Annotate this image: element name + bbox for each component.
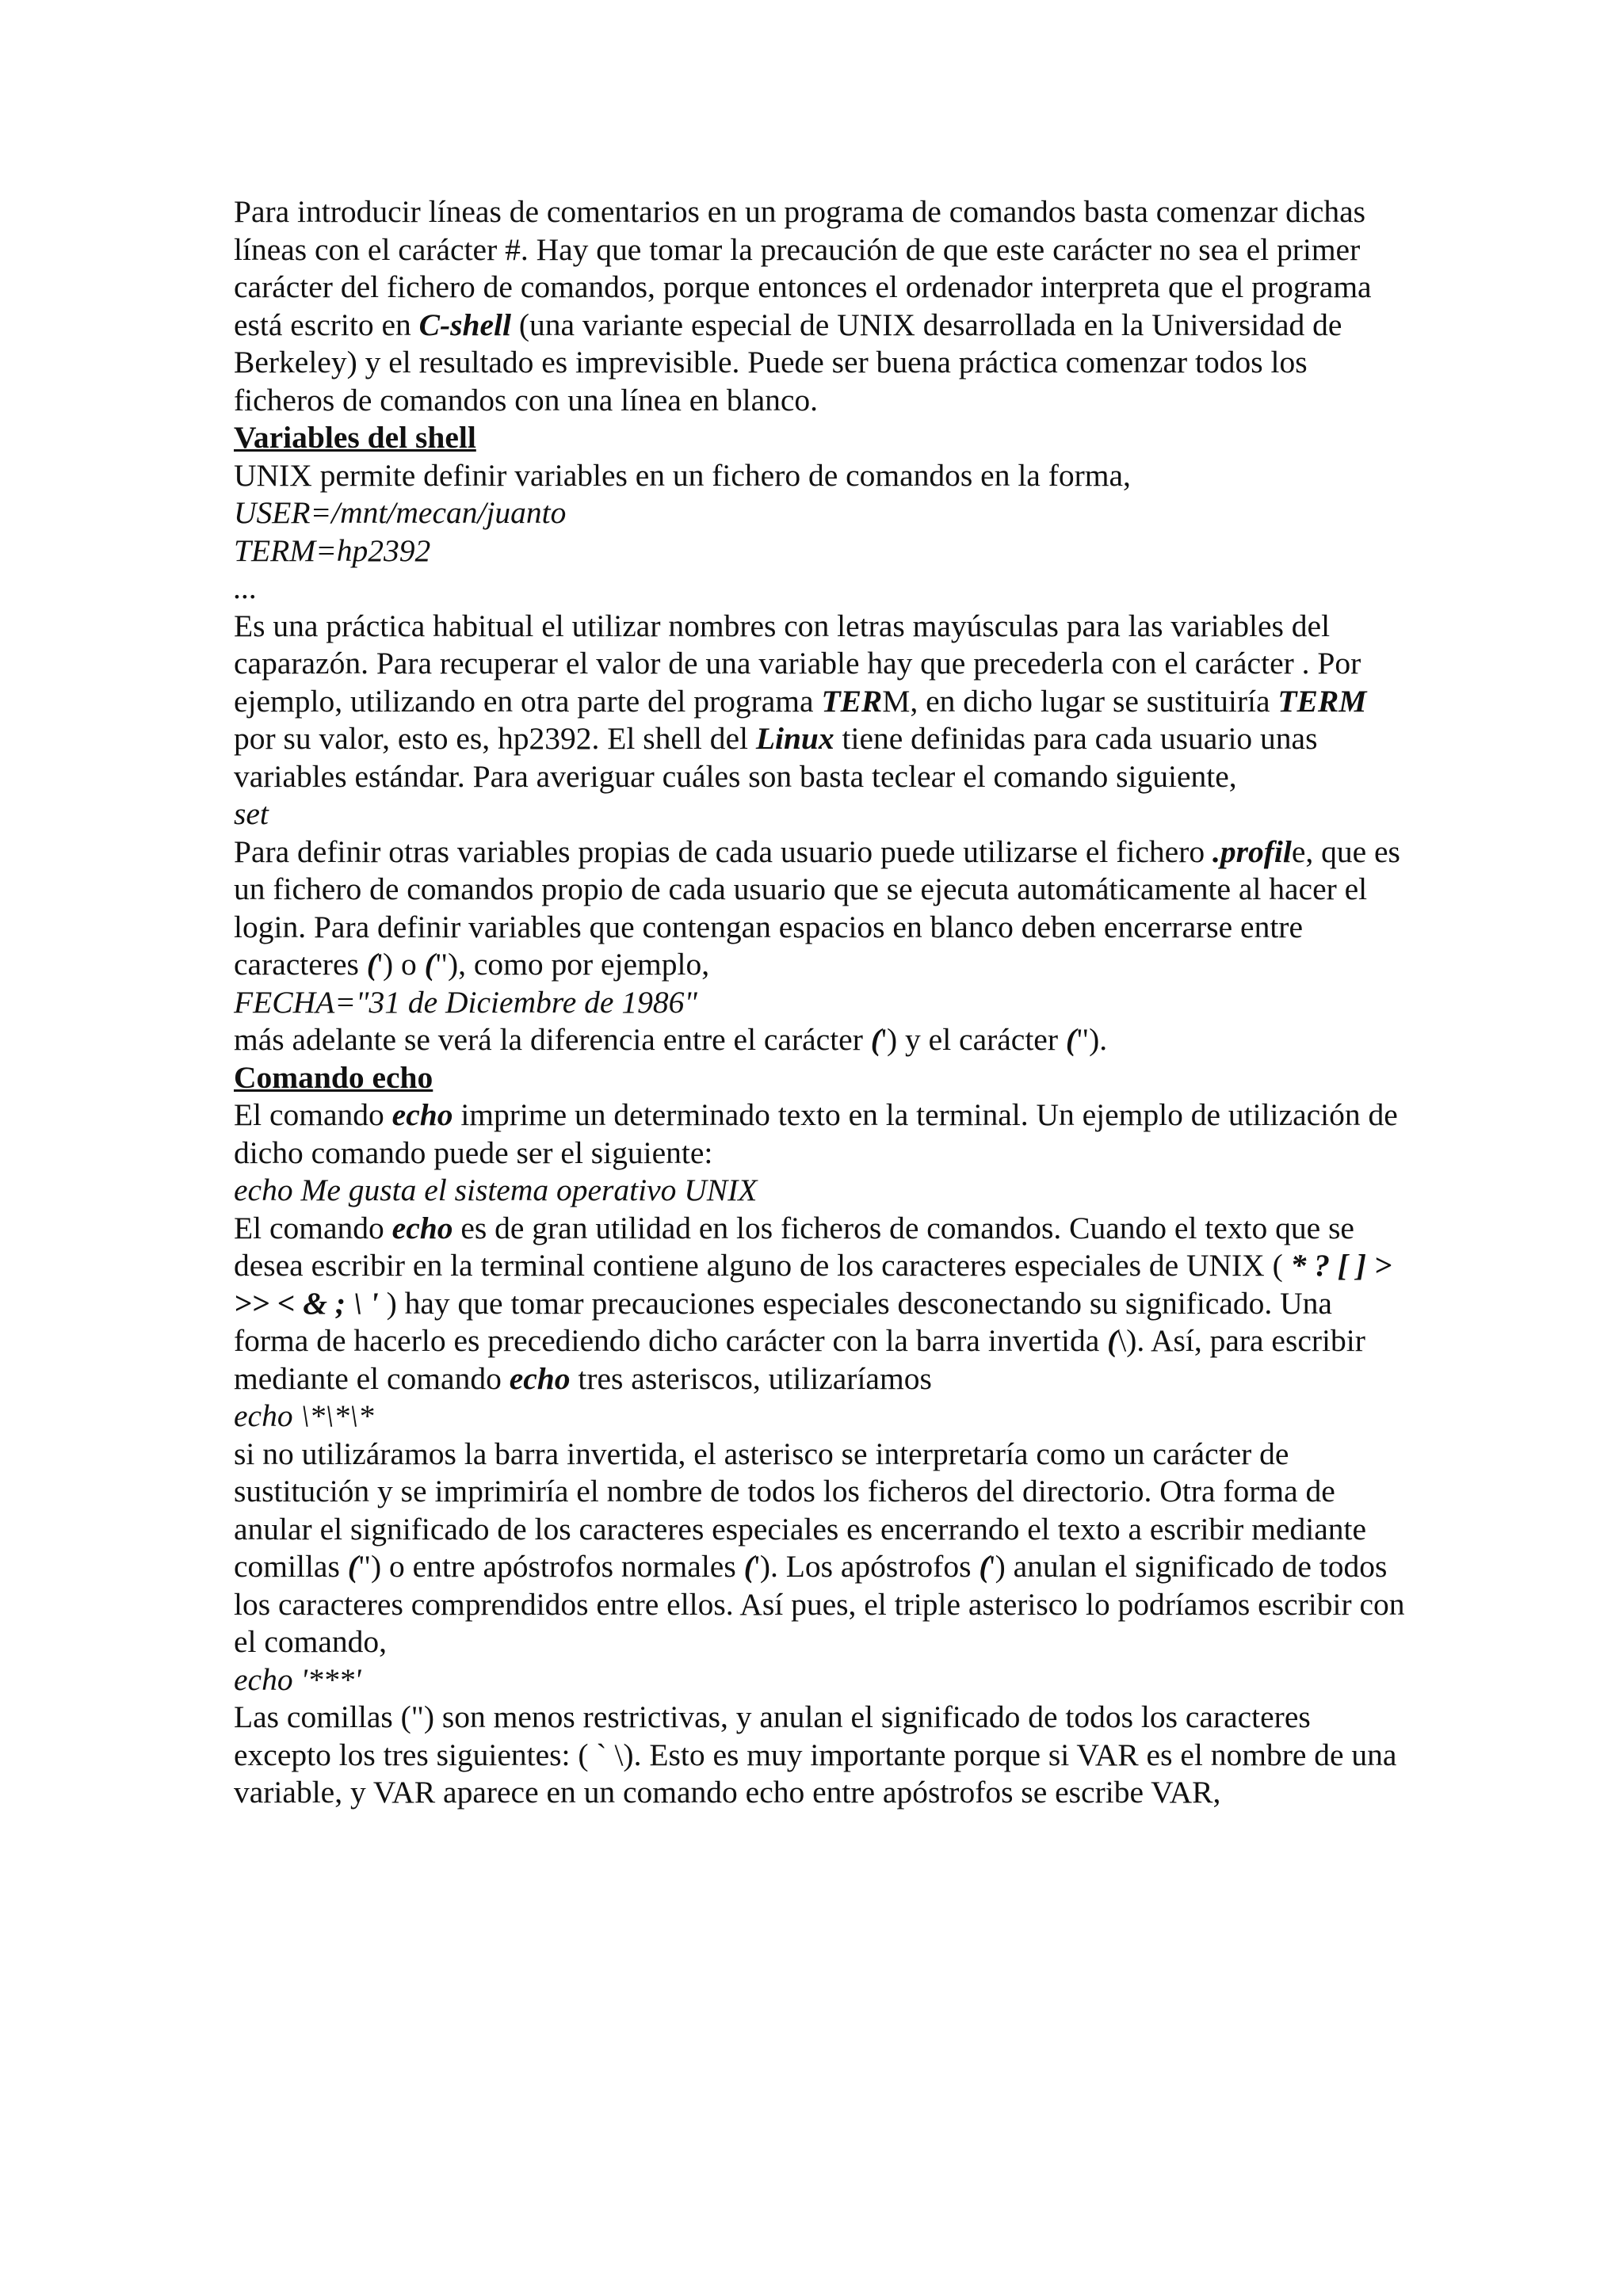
document-page — [234, 193, 1407, 1812]
paragraph — [234, 1436, 1407, 1661]
text-run: Es una práctica habitual el utilizar nombres con letras mayúsculas para las variables del caparazón. Para recuperar el valor de una variable hay que precederla con el carácter . Por ejemplo, utilizando en otra parte del programa — [234, 608, 1361, 719]
paragraph — [234, 1021, 1407, 1059]
heading-variables-del-shell: Variables del shell — [234, 420, 476, 455]
command-example: TERM=hp2392 — [234, 532, 431, 568]
emphasized-term: C-shell — [418, 307, 511, 342]
emphasized-term: .profil — [1212, 833, 1292, 869]
text-run: ') anulan el significado de todos los caracteres comprendidos entre ellos. Así pues, el triple asterisco lo podríamos escribir con el comando, — [234, 1549, 1405, 1659]
text-run: es de gran utilidad en los ficheros de comandos. Cuando el texto que se desea escribir en la terminal contiene alguno de los caracteres especiales de UNIX ( — [234, 1210, 1354, 1283]
command-example: set — [234, 796, 269, 831]
emphasized-term: ( — [366, 947, 377, 982]
text-run: si no utilizáramos la barra invertida, el asterisco se interpretaría como un carácter de sustitución y se imprimiría el nombre de todos los ficheros del directorio. Otra forma de anular el significado de los caracteres especiales es encerrando el texto a escribir mediante comillas — [234, 1436, 1366, 1584]
text-run: El comando — [234, 1210, 392, 1245]
command-example: echo Me gusta el sistema operativo UNIX — [234, 1173, 758, 1207]
text-run: Para definir otras variables propias de cada usuario puede utilizarse el fichero — [234, 833, 1212, 869]
paragraph — [234, 833, 1407, 984]
text-run: UNIX permite definir variables en un fichero de comandos en la forma, — [234, 457, 1131, 493]
text-run: más adelante se verá la diferencia entre el carácter — [234, 1022, 871, 1057]
paragraph — [234, 608, 1407, 796]
text-run: por su valor, esto es, hp2392. El shell del — [234, 721, 756, 756]
text-run: imprime un determinado texto en la terminal. Un ejemplo de utilización de dicho comando puede ser el siguiente: — [234, 1097, 1398, 1170]
text-run: tiene definidas para cada usuario unas variables estándar. Para averiguar cuáles son basta teclear el comando siguiente, — [234, 721, 1318, 794]
emphasized-term: ( — [1065, 1022, 1077, 1057]
text-run: ') y el carácter — [880, 1022, 1066, 1057]
command-example: echo \*\*\* — [234, 1398, 374, 1433]
text-run: M, en dicho lugar se sustituiría — [882, 683, 1278, 719]
emphasized-term: echo — [509, 1360, 571, 1396]
emphasized-term: echo — [391, 1210, 453, 1245]
paragraph — [234, 1097, 1407, 1172]
text-run: ") o entre apóstrofos normales — [357, 1549, 744, 1584]
text-run: Las comillas (") son menos restrictivas, y anulan el significado de todos los caracteres excepto los tres siguientes: ( ` \). Esto es muy importante porque si VAR es el nombre de una variable, y VAR aparece en un comando echo entre apóstrofos se escribe VAR, — [234, 1699, 1397, 1810]
paragraph — [234, 1699, 1407, 1812]
emphasized-term: ( — [870, 1022, 881, 1057]
text-run: Para introducir líneas de comentarios en un programa de comandos basta comenzar dichas líneas con el carácter #. Hay que tomar la precaución de que este carácter no sea el primer carácter del fichero de comandos, porque entonces el ordenador interpreta que el programa está escrito en — [234, 194, 1372, 342]
emphasized-term: ( — [347, 1549, 358, 1584]
text-run: ') o — [376, 947, 425, 982]
text-run: (una variante especial de UNIX desarrollada en la Universidad de Berkeley) y el resultado es imprevisible. Puede ser buena práctica comenzar todos los ficheros de comandos con una línea en blanco. — [234, 307, 1342, 418]
emphasized-term: ( — [743, 1549, 754, 1584]
emphasized-term: ( — [424, 947, 435, 982]
paragraph — [234, 457, 1407, 495]
text-run: e, que es un fichero de comandos propio de cada usuario que se ejecuta automáticamente al hacer el login. Para definir variables que contengan espacios en blanco deben encerrarse entre caracteres — [234, 833, 1400, 982]
command-example: ... — [234, 570, 258, 605]
text-run: "). — [1076, 1022, 1108, 1057]
emphasized-term: ( — [979, 1549, 990, 1584]
paragraph — [234, 1210, 1407, 1398]
command-example: echo '***' — [234, 1661, 361, 1697]
text-run: \). Así, para escribir mediante el comando — [234, 1323, 1365, 1396]
text-run: tres asteriscos, utilizaríamos — [570, 1360, 932, 1396]
command-example: USER=/mnt/mecan/juanto — [234, 495, 567, 530]
command-example: FECHA="31 de Diciembre de 1986" — [234, 984, 697, 1020]
text-run: El comando — [234, 1097, 392, 1132]
heading-comando-echo: Comando echo — [234, 1059, 433, 1095]
emphasized-term: echo — [391, 1097, 453, 1132]
emphasized-term: Linux — [755, 721, 834, 756]
emphasized-term: TER — [821, 683, 883, 719]
paragraph — [234, 193, 1407, 419]
text-run: '). Los apóstrofos — [754, 1549, 980, 1584]
text-run: "), como por ejemplo, — [434, 947, 710, 982]
emphasized-term: ( — [1107, 1323, 1118, 1358]
text-run: ) hay que tomar precauciones especiales desconectando su significado. Una forma de hacerlo es precediendo dicho carácter con la barra invertida — [234, 1285, 1332, 1358]
emphasized-term: * ? [ ] > >> < & ; \ ' — [234, 1248, 1392, 1321]
emphasized-term: TERM — [1277, 683, 1367, 719]
